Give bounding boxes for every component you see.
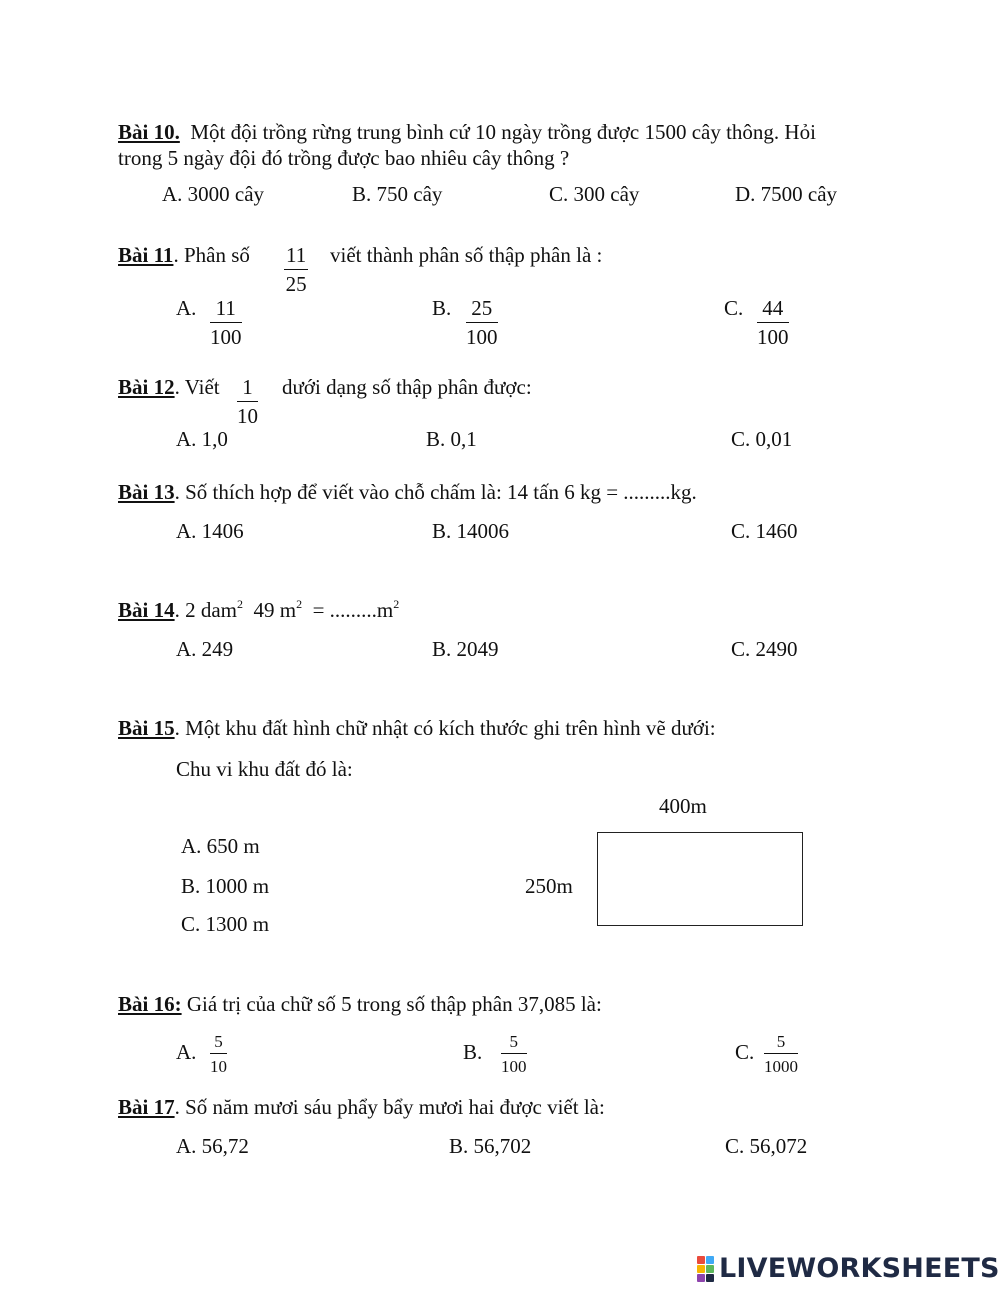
- question-17-option-c[interactable]: C. 56,072: [725, 1134, 808, 1158]
- question-10-option-b[interactable]: B. 750 cây: [352, 182, 443, 206]
- question-14-text-part: = .........m: [302, 598, 394, 622]
- question-12-option-c[interactable]: C. 0,01: [731, 427, 793, 451]
- land-rectangle: [597, 832, 803, 926]
- question-13-option-b[interactable]: B. 14006: [432, 519, 510, 543]
- question-10-text: Một đội trồng rừng trung bình cứ 10 ngày trồng được 1500 cây thông. Hỏi: [190, 120, 816, 144]
- fraction-numerator: 5: [210, 1033, 227, 1054]
- question-14-option-c[interactable]: C. 2490: [731, 637, 798, 661]
- question-10-option-a[interactable]: A. 3000 cây: [162, 182, 265, 206]
- fraction-numerator: 1: [237, 377, 258, 402]
- rectangle-height-label: 250m: [525, 874, 573, 898]
- fraction-denominator: 10: [237, 404, 258, 428]
- liveworksheets-logo-icon: [697, 1256, 714, 1282]
- question-15-text: . Một khu đất hình chữ nhật có kích thước ghi trên hình vẽ dưới:: [174, 716, 716, 740]
- question-10-line2: trong 5 ngày đội đó trồng được bao nhiêu cây thông ?: [118, 146, 570, 170]
- fraction-numerator: 44: [757, 298, 789, 323]
- question-11-option-b-letter[interactable]: B.: [432, 296, 452, 320]
- question-17-text: . Số năm mươi sáu phẩy bẩy mươi hai được viết là:: [174, 1095, 605, 1119]
- question-16-option-a-fraction[interactable]: [210, 1033, 227, 1075]
- fraction-numerator: 11: [284, 245, 308, 270]
- question-16-text: Giá trị của chữ số 5 trong số thập phân 37,085 là:: [181, 992, 602, 1016]
- question-10-option-c[interactable]: C. 300 cây: [549, 182, 640, 206]
- fraction-numerator: 11: [210, 298, 242, 323]
- fraction-numerator: 25: [466, 298, 498, 323]
- question-13-prompt: [118, 482, 697, 503]
- question-12-option-a[interactable]: A. 1,0: [176, 427, 228, 451]
- question-14-text-part: 49 m: [243, 598, 297, 622]
- question-14-label: Bài 14: [118, 598, 175, 622]
- question-11-option-b-fraction[interactable]: [466, 298, 498, 348]
- question-17-label: Bài 17: [118, 1095, 175, 1119]
- question-10-line1: [118, 122, 816, 143]
- question-16-option-c-fraction[interactable]: [764, 1033, 798, 1075]
- question-11-text-after: viết thành phân số thập phân là :: [330, 243, 603, 267]
- fraction-denominator: 100: [466, 325, 498, 349]
- question-12-prompt: [118, 377, 220, 398]
- question-16-prompt: [118, 994, 602, 1015]
- question-10-label: Bài 10.: [118, 120, 180, 144]
- question-11-option-a-fraction[interactable]: [210, 298, 242, 348]
- fraction-denominator: 100: [210, 325, 242, 349]
- liveworksheets-logo: [697, 1253, 1000, 1284]
- question-15-option-c[interactable]: C. 1300 m: [181, 912, 270, 936]
- question-13-option-c[interactable]: C. 1460: [731, 519, 798, 543]
- question-15-option-a[interactable]: A. 650 m: [181, 834, 260, 858]
- question-10-option-d[interactable]: D. 7500 cây: [735, 182, 838, 206]
- superscript: 2: [296, 597, 303, 611]
- fraction-numerator: 5: [764, 1033, 798, 1054]
- question-15-subprompt: Chu vi khu đất đó là:: [176, 757, 353, 781]
- question-13-label: Bài 13: [118, 480, 175, 504]
- question-12-option-b[interactable]: B. 0,1: [426, 427, 477, 451]
- question-16-option-a-letter[interactable]: A.: [176, 1040, 197, 1064]
- question-17-prompt: [118, 1097, 605, 1118]
- question-11-label: Bài 11: [118, 243, 174, 267]
- question-11-text-before: . Phân số: [173, 243, 250, 267]
- question-14-option-a[interactable]: A. 249: [176, 637, 234, 661]
- question-14-option-b[interactable]: B. 2049: [432, 637, 499, 661]
- fraction-denominator: 100: [501, 1057, 527, 1076]
- question-11-option-c-letter[interactable]: C.: [724, 296, 744, 320]
- question-16-option-b-letter[interactable]: B.: [463, 1040, 483, 1064]
- question-17-option-a[interactable]: A. 56,72: [176, 1134, 249, 1158]
- fraction-denominator: 25: [285, 272, 307, 296]
- superscript: 2: [237, 597, 243, 611]
- question-12-label: Bài 12: [118, 375, 175, 399]
- superscript: 2: [393, 597, 400, 611]
- question-11-option-a-letter[interactable]: A.: [176, 296, 197, 320]
- question-13-option-a[interactable]: A. 1406: [176, 519, 244, 543]
- fraction-numerator: 5: [501, 1033, 527, 1054]
- question-13-text: . Số thích hợp để viết vào chỗ chấm là: 14 tấn 6 kg = .........kg.: [174, 480, 697, 504]
- question-16-option-c-letter[interactable]: C.: [735, 1040, 755, 1064]
- fraction-denominator: 10: [210, 1057, 227, 1076]
- question-14-text-part: . 2 dam: [174, 598, 237, 622]
- question-12-fraction: [237, 377, 258, 427]
- question-16-label: Bài 16:: [118, 992, 182, 1016]
- rectangle-width-label: 400m: [659, 794, 707, 818]
- question-15-option-b[interactable]: B. 1000 m: [181, 874, 270, 898]
- question-11-option-c-fraction[interactable]: [757, 298, 789, 348]
- fraction-denominator: 100: [757, 325, 789, 349]
- question-15-prompt: [118, 718, 716, 739]
- fraction-denominator: 1000: [764, 1057, 798, 1076]
- question-11-fraction: [284, 245, 308, 295]
- brand-name: LIVEWORKSHEETS: [719, 1253, 1000, 1284]
- question-14-prompt: [118, 597, 400, 622]
- question-12-text-after: dưới dạng số thập phân được:: [282, 375, 532, 399]
- question-15-label: Bài 15: [118, 716, 175, 740]
- question-16-option-b-fraction[interactable]: [501, 1033, 527, 1075]
- question-12-text-before: . Viết: [174, 375, 220, 399]
- question-17-option-b[interactable]: B. 56,702: [449, 1134, 532, 1158]
- question-11-prompt: [118, 245, 250, 266]
